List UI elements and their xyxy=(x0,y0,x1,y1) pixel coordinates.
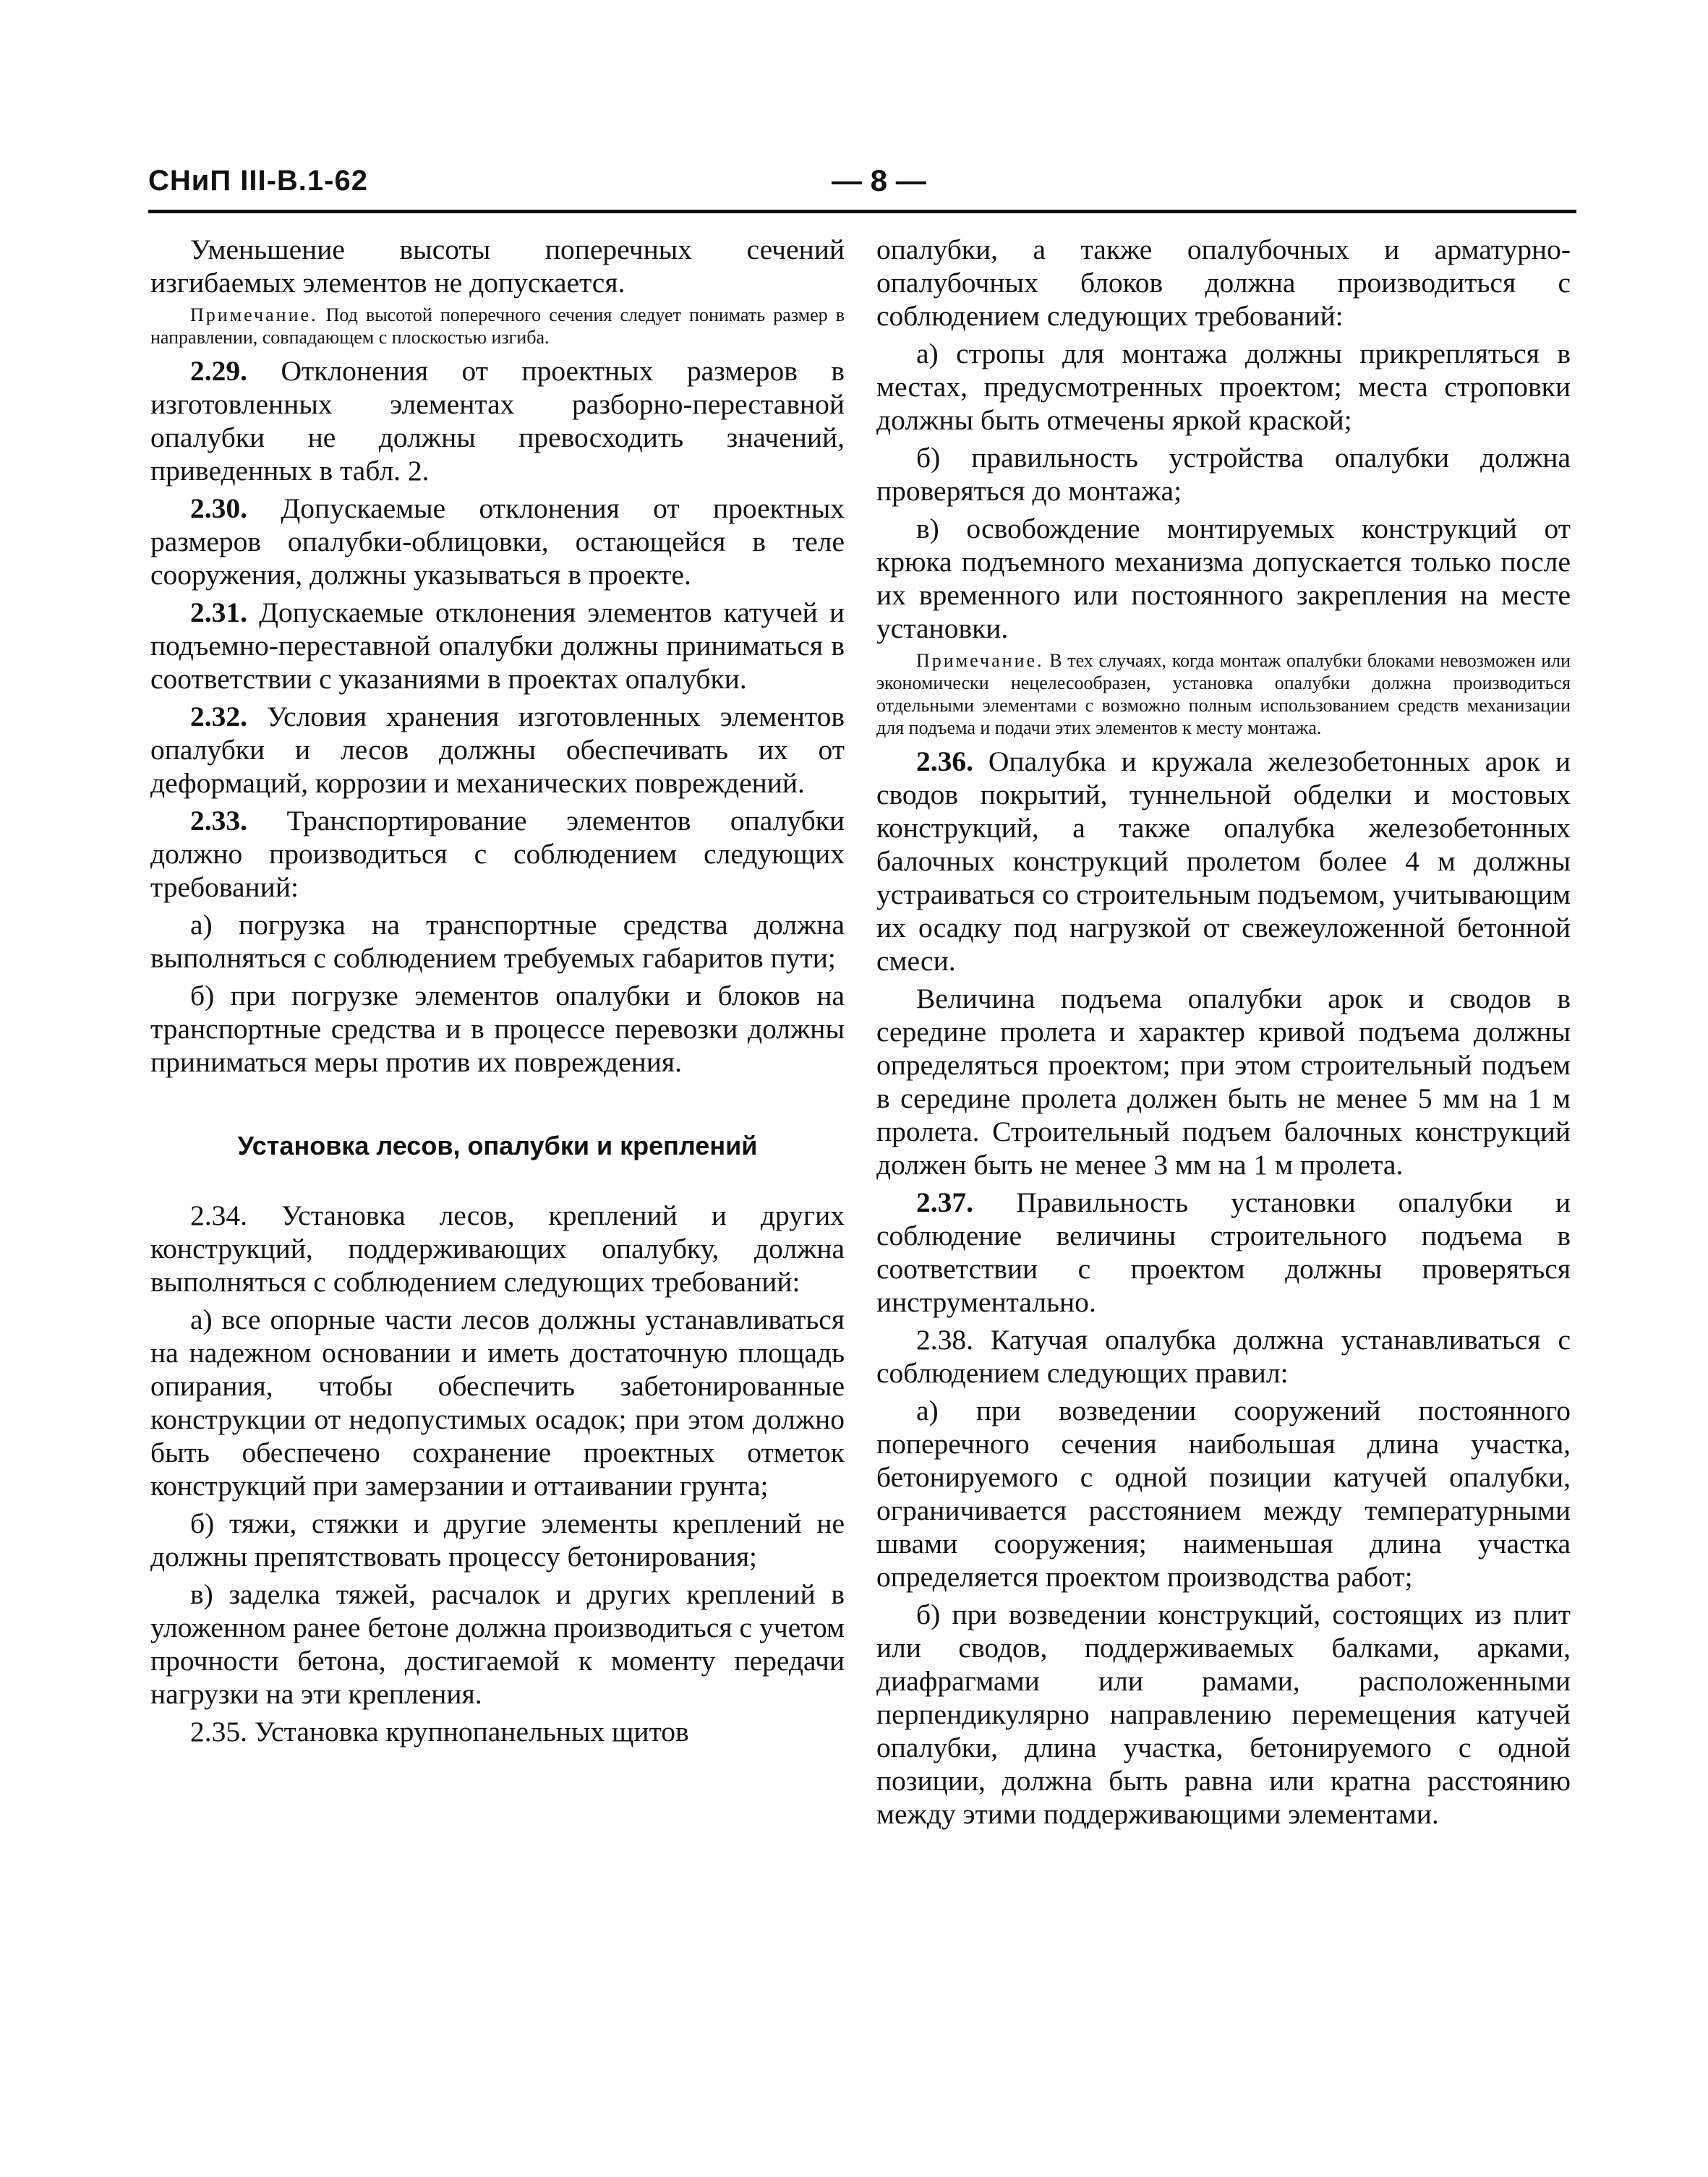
clause-text: Отклонения от проектных размеров в изготовленных элементах разборно-переставной опалубки не должны превосходить значений, приведенных в табл. 2. xyxy=(150,355,845,487)
subclause-a: а) все опорные части лесов должны устанавливаться на надежном основании и иметь достаточную площадь опирания, чтобы обеспечить забетонированные конструкции от недопустимых осадок; при этом должно быть обеспечено сохранение проектных отметок конструкций при замерзании и оттаивании грунта; xyxy=(150,1304,845,1502)
clause-2-36 xyxy=(876,745,1571,978)
clause-2-34: 2.34. Установка лесов, креплений и других конструкций, поддерживающих опалубку, должна выполняться с соблюдением следующих требований: xyxy=(150,1199,845,1298)
clause-text: Допускаемые отклонения элементов катучей и подъемно-переставной опалубки должны приниматься в соответствии с указаниями в проектах опалубки. xyxy=(150,596,845,695)
clause-2-33 xyxy=(150,804,845,904)
subclause-v: в) заделка тяжей, расчалок и других креплений в уложенном ранее бетоне должна производиться с учетом прочности бетона, достигаемой к моменту передачи нагрузки на эти крепления. xyxy=(150,1578,845,1710)
clause-number: 2.31. xyxy=(190,596,247,628)
subclause-b: б) при возведении конструкций, состоящих из плит или сводов, поддерживаемых балками, арками, диафрагмами или рамами, расположенными перпендикулярно направлению перемещения катучей опалубки, длина участка, бетонируемого с одной позиции, должна быть равна или кратна расстоянию между этими поддерживающими элементами. xyxy=(876,1599,1571,1830)
subclause-a: а) стропы для монтажа должны прикрепляться в местах, предусмотренных проектом; места строповки должны быть отмечены яркой краской; xyxy=(876,338,1571,436)
subclause-v: в) освобождение монтируемых конструкций от крюка подъемного механизма допускается только после их временного или постоянного закрепления на месте установки. xyxy=(876,513,1571,644)
paragraph: Уменьшение высоты поперечных сечений изгибаемых элементов не допускается. xyxy=(150,234,845,299)
clause-2-35-start: 2.35. Установка крупнопанельных щитов xyxy=(190,1716,689,1748)
subclause-b: б) при погрузке элементов опалубки и блоков на транспортные средства и в процессе перевозки должны приниматься меры против их повреждения. xyxy=(150,980,845,1078)
right-column xyxy=(876,233,1571,1835)
clause-text: Опалубка и кружала железобетонных арок и сводов покрытий, туннельной обделки и мостовых конструкций, а также опалубка железобетонных балочных конструкций пролетом более 4 м должны устраиваться со строительным подъемом, учитывающим их осадку под нагрузкой от свежеуложенной бетонной смеси. xyxy=(876,745,1571,977)
clause-number: 2.36. xyxy=(916,745,973,777)
clause-2-37 xyxy=(876,1186,1571,1319)
subclause-a: а) погрузка на транспортные средства должна выполняться с соблюдением требуемых габаритов пути; xyxy=(150,909,845,974)
subclause-b: б) правильность устройства опалубки должна проверяться до монтажа; xyxy=(876,442,1571,507)
clause-2-38: 2.38. Катучая опалубка должна устанавливаться с соблюдением следующих правил: xyxy=(876,1324,1571,1389)
note xyxy=(876,649,1571,739)
clause-text: Транспортирование элементов опалубки должно производиться с соблюдением следующих требований: xyxy=(150,805,845,903)
note-text: В тех случаях, когда монтаж опалубки блоками невозможен или экономически нецелесообразен, установка опалубки должна производиться отдельными элементами с возможно полным использованием средств механизации для подъема и подачи этих элементов к месту монтажа. xyxy=(876,650,1571,738)
clause-2-31 xyxy=(150,596,845,696)
clause-2-35-continued: опалубки, а также опалубочных и арматурно-опалубочных блоков должна производиться с соблюдением следующих требований: xyxy=(876,234,1571,332)
section-heading: Установка лесов, опалубки и креплений xyxy=(237,1131,758,1160)
clause-text: Правильность установки опалубки и соблюдение величины строительного подъема в соответствии с проектом должны проверяться инструментально. xyxy=(876,1186,1571,1318)
note-label: Примечание. xyxy=(190,304,318,325)
clause-2-32 xyxy=(150,700,845,800)
left-column xyxy=(150,233,845,1753)
document-code: СНиП III-В.1-62 xyxy=(148,165,368,197)
subclause-b: б) тяжи, стяжки и другие элементы креплений не должны препятствовать процессу бетонирования; xyxy=(150,1507,845,1573)
clause-2-29 xyxy=(150,354,845,487)
clause-number: 2.33. xyxy=(190,805,247,837)
header-rule xyxy=(148,210,1576,213)
clause-number: 2.32. xyxy=(190,701,247,732)
clause-number: 2.37. xyxy=(916,1186,973,1218)
clause-text: Допускаемые отклонения от проектных размеров опалубки-облицовки, остающейся в теле сооружения, должны указываться в проекте. xyxy=(150,492,845,591)
clause-text: Условия хранения изготовленных элементов опалубки и лесов должны обеспечивать их от деформаций, коррозии и механических повреждений. xyxy=(150,701,845,799)
subclause-a: а) при возведении сооружений постоянного поперечного сечения наибольшая длина участка, бетонируемого с одной позиции катучей опалубки, ограничивается расстоянием между температурными швами сооружения; наименьшая длина участка определяется проектом производства работ; xyxy=(876,1395,1571,1593)
clause-number: 2.29. xyxy=(190,355,247,387)
page-number: — 8 — xyxy=(832,163,926,197)
clause-number: 2.30. xyxy=(190,492,247,524)
paragraph: Величина подъема опалубки арок и сводов в середине пролета и характер кривой подъема должны определяться проектом; при этом строительный подъем в середине пролета должен быть не менее 5 мм на 1 м пролета. Строительный подъем балочных конструкций должен быть не менее 3 мм на 1 м пролета. xyxy=(876,983,1571,1181)
clause-2-30 xyxy=(150,492,845,591)
note-text: Под высотой поперечного сечения следует понимать размер в направлении, совпадающем с плоскостью изгиба. xyxy=(150,304,845,348)
note-label: Примечание. xyxy=(916,650,1044,671)
note xyxy=(150,304,845,348)
